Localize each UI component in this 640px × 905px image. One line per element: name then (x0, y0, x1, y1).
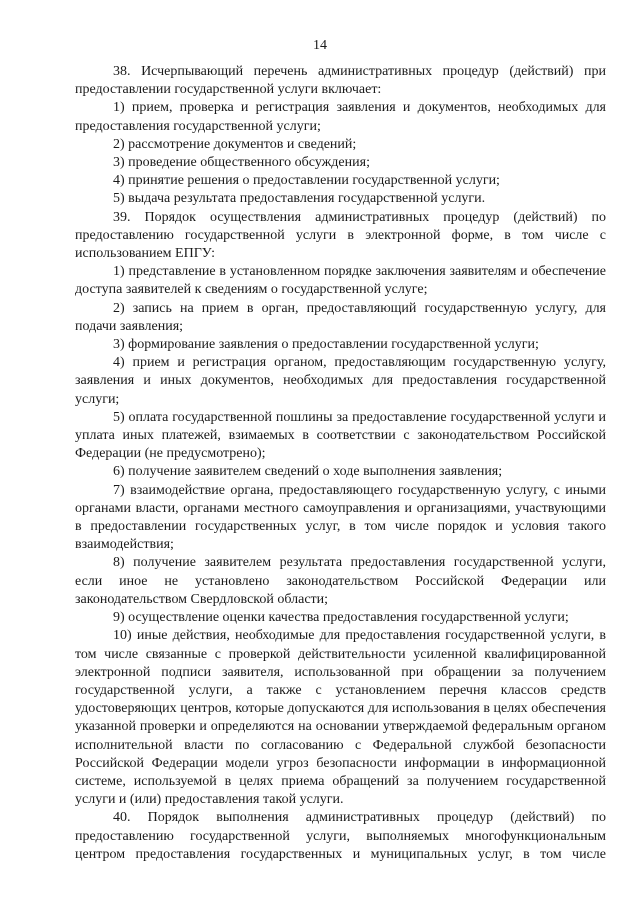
list-item: 7) взаимодействие органа, предоставляющего государственную услугу, с иными органами власти, органами местного самоуправления и организациями, участвующими в предоставлении государственных услуг, в том числе порядок и условия такого взаимодействия; (75, 482, 606, 553)
list-item: 3) формирование заявления о предоставлении государственной услуги; (113, 337, 539, 353)
list-item: 10) иные действия, необходимые для предоставления государственной услуги, в том числе связанные с проверкой действительности усиленной квалифицированной электронной подписи заявителя, использованной при обращении за получением государственной услуги, а также с установлением перечня классов средств удостоверяющих центров, которые допускаются для использования в целях обеспечения указанной проверки и определяются на основании утверждаемой федеральным органом исполнительной власти по согласованию с Федеральной службой безопасности Российской Федерации модели угроз безопасности информации в информационной системе, используемой в целях приема обращений за получением государственной услуги и (или) предоставления такой услуги. (75, 628, 606, 808)
document-body (75, 63, 606, 864)
list-item: 1) представление в установленном порядке заключения заявителям и обеспечение доступа заявителей к сведениям о государственной услуге; (75, 264, 606, 298)
list-item: 2) рассмотрение документов и сведений; (113, 136, 357, 152)
paragraph-38: 38. Исчерпывающий перечень административных процедур (действий) при предоставлении государственной услуги включает: (75, 64, 606, 98)
list-item: 4) принятие решения о предоставлении государственной услуги; (113, 173, 500, 189)
list-item: 9) осуществление оценки качества предоставления государственной услуги; (113, 610, 569, 626)
paragraph-39: 39. Порядок осуществления административных процедур (действий) по предоставлению государственной услуги в электронной форме, в том числе с использованием ЕПГУ: (75, 209, 606, 262)
paragraph-40: 40. Порядок выполнения административных процедур (действий) по предоставлению государственной услуги, выполняемых многофункциональным центром предоставления государственных и муниципальных услуг, в том числе (75, 810, 606, 862)
list-item: 6) получение заявителем сведений о ходе выполнения заявления; (113, 464, 503, 480)
list-item: 5) оплата государственной пошлины за предоставление государственной услуги и уплата иных платежей, взимаемых в соответствии с законодательством Российской Федерации (не предусмотрено); (75, 409, 606, 462)
list-item: 1) прием, проверка и регистрация заявления и документов, необходимых для предоставления государственной услуги; (75, 100, 606, 134)
list-item: 3) проведение общественного обсуждения; (113, 155, 370, 171)
list-item: 8) получение заявителем результата предоставления государственной услуги, если иное не установлено законодательством Российской Федерации или законодательством Свердловской области; (75, 555, 606, 607)
list-item: 2) запись на прием в орган, предоставляющий государственную услугу, для подачи заявления; (75, 300, 606, 334)
list-item: 4) прием и регистрация органом, предоставляющим государственную услугу, заявления и иных документов, необходимых для предоставления государственной услуги; (75, 355, 606, 407)
page-number: 14 (313, 38, 327, 53)
list-item: 5) выдача результата предоставления государственной услуги. (113, 191, 486, 207)
